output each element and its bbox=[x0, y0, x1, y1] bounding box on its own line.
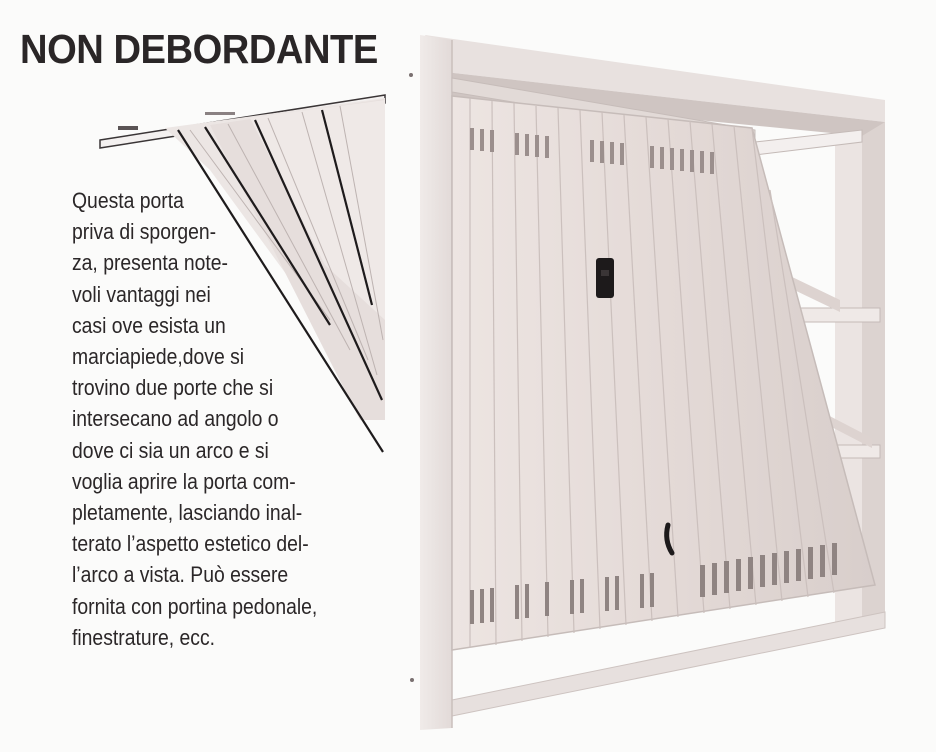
body-line: marciapiede,dove si bbox=[72, 344, 245, 370]
body-line: l’arco a vista. Può essere bbox=[72, 562, 289, 588]
body-line: Questa porta bbox=[72, 188, 184, 213]
body-line: finestrature, ecc. bbox=[72, 624, 216, 650]
body-line: dove ci sia un arco e si bbox=[72, 437, 269, 463]
lock-icon bbox=[596, 258, 614, 298]
body-line: terato l’aspetto estetico del- bbox=[72, 531, 309, 557]
body-line: priva di sporgen- bbox=[72, 219, 217, 245]
body-line: voglia aprire la porta com- bbox=[72, 468, 296, 494]
body-line: intersecano ad angolo o bbox=[72, 406, 279, 432]
garage-door-photo bbox=[409, 35, 885, 730]
body-line: za, presenta note- bbox=[72, 250, 228, 276]
body-line: fornita con portina pedonale, bbox=[72, 593, 318, 619]
body-line: voli vantaggi nei bbox=[72, 281, 211, 307]
body-line: trovino due porte che si bbox=[72, 375, 274, 401]
body-line: pletamente, lasciando inal- bbox=[72, 500, 303, 526]
body-line: casi ove esista un bbox=[72, 312, 226, 338]
page-title: NON DEBORDANTE bbox=[20, 26, 378, 72]
article-body bbox=[72, 185, 317, 653]
